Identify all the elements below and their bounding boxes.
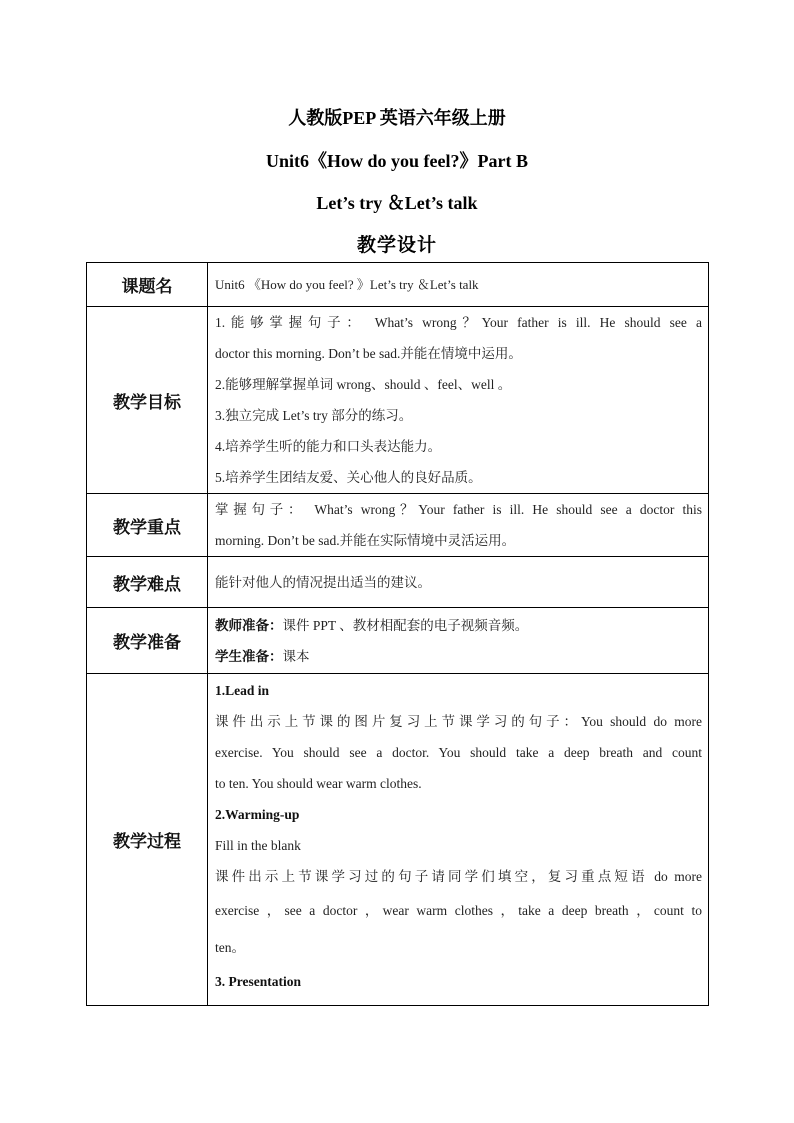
warming-up-heading: 2.Warming-up	[215, 807, 300, 822]
lesson-plan-table	[86, 262, 709, 1006]
goals-line: 2.能够理解掌握单词 wrong、should 、feel、well 。	[215, 377, 512, 392]
warming-up-line: ten。	[215, 940, 245, 955]
warming-up-subheading: Fill in the blank	[215, 838, 301, 853]
table-row-difficulties	[87, 557, 709, 608]
goals-line: doctor this morning. Don’t be sad.并能在情境中运用。	[215, 346, 522, 361]
student-preparation	[215, 641, 702, 672]
presentation-heading: 3. Presentation	[215, 974, 301, 989]
table-row-key-points	[87, 494, 709, 557]
student-preparation-text: 课本	[282, 648, 310, 664]
table-row-preparation	[87, 608, 709, 674]
preparation-value	[208, 608, 709, 674]
document-title-unit: Unit6《How do you feel?》Part B	[266, 151, 528, 171]
lead-in-line: exercise. You should see a doctor. You should take a deep breath and count	[215, 745, 702, 760]
key-points-line: 掌握句子： What’s wrong？Your father is ill. He should see a doctor this	[215, 502, 702, 517]
difficulties-label: 教学难点	[87, 557, 208, 608]
student-preparation-label: 学生准备：	[215, 648, 283, 664]
goals-value	[208, 307, 709, 494]
difficulties-text: 能针对他人的情况提出适当的建议。	[215, 574, 431, 590]
teacher-preparation	[215, 610, 702, 641]
table-row-goals	[87, 307, 709, 494]
table-row-topic	[87, 263, 709, 307]
process-value	[208, 674, 709, 1006]
table-row-process	[87, 674, 709, 1006]
lead-in-line: to ten. You should wear warm clothes.	[215, 776, 422, 791]
difficulties-value	[208, 557, 709, 608]
topic-label: 课题名	[87, 263, 208, 307]
document-title-design: 教学设计	[356, 235, 437, 256]
goals-line: 5.培养学生团结友爱、关心他人的良好品质。	[215, 470, 482, 485]
warming-up-line: exercise ，see a doctor ，wear warm clothes ，take a deep breath ，count to	[215, 903, 702, 918]
document-title-textbook: 人教版PEP 英语六年级上册	[288, 108, 506, 128]
key-points-line: morning. Don’t be sad.并能在实际情境中灵活运用。	[215, 533, 516, 548]
teacher-preparation-text: 课件 PPT 、教材相配套的电子视频音频。	[282, 617, 529, 633]
lead-in-line: 课件出示上节课的图片复习上节课学习的句子：You should do more	[215, 714, 702, 729]
goals-line: 4.培养学生听的能力和口头表达能力。	[215, 439, 442, 454]
preparation-label: 教学准备	[87, 608, 208, 674]
goals-line: 1.能够掌握句子： What’s wrong？Your father is ill. He should see a	[215, 315, 702, 330]
topic-value-text: Unit6 《How do you feel? 》Let’s try ＆Let’s talk	[215, 277, 479, 292]
document-title-section: Let’s try ＆Let’s talk	[316, 193, 478, 213]
key-points-value	[208, 494, 709, 557]
goals-line: 3.独立完成 Let’s try 部分的练习。	[215, 408, 413, 423]
lead-in-heading: 1.Lead in	[215, 683, 270, 698]
key-points-label: 教学重点	[87, 494, 208, 557]
teacher-preparation-label: 教师准备：	[215, 617, 283, 633]
warming-up-line: 课件出示上节课学习过的句子请同学们填空，复习重点短语 do more	[215, 869, 702, 884]
goals-label: 教学目标	[87, 307, 208, 494]
topic-value	[208, 263, 709, 307]
process-label: 教学过程	[87, 674, 208, 1006]
